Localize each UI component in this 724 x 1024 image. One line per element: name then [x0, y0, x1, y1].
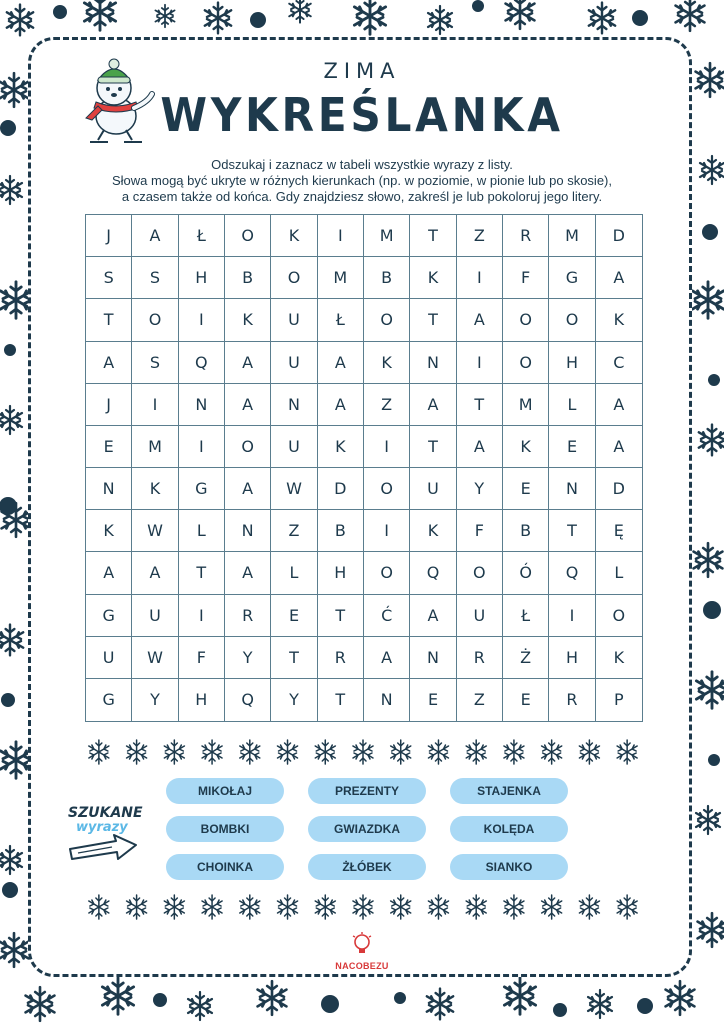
word-chip: BOMBKI [166, 816, 284, 842]
grid-cell: I [364, 510, 410, 552]
snowflake-icon [579, 895, 599, 919]
grid-cell: A [457, 299, 503, 341]
grid-cell: E [86, 426, 132, 468]
grid-cell: L [596, 552, 642, 594]
grid-cell: N [86, 468, 132, 510]
grid-cell: A [86, 552, 132, 594]
grid-cell: B [364, 257, 410, 299]
snowflake-icon [504, 740, 524, 764]
grid-cell: G [549, 257, 595, 299]
grid-cell: I [179, 426, 225, 468]
grid-cell: I [179, 299, 225, 341]
instructions [60, 157, 664, 205]
grid-cell: T [318, 595, 364, 637]
grid-cell: K [86, 510, 132, 552]
grid-cell: T [410, 299, 456, 341]
grid-cell: A [596, 426, 642, 468]
grid-cell: O [225, 215, 271, 257]
grid-cell: H [318, 552, 364, 594]
grid-cell: A [318, 342, 364, 384]
grid-cell: L [271, 552, 317, 594]
grid-cell: U [410, 468, 456, 510]
grid-cell: H [179, 257, 225, 299]
grid-cell: Q [225, 679, 271, 721]
grid-cell: J [86, 215, 132, 257]
snowflake-icon [391, 895, 411, 919]
snowflake-icon [315, 895, 335, 919]
grid-cell: Ł [318, 299, 364, 341]
grid-cell: K [132, 468, 178, 510]
grid-cell: Q [179, 342, 225, 384]
grid-cell: Ł [179, 215, 225, 257]
grid-cell: O [132, 299, 178, 341]
grid-cell: U [271, 426, 317, 468]
snowflake-icon [164, 740, 184, 764]
grid-cell: L [179, 510, 225, 552]
grid-cell: O [503, 342, 549, 384]
grid-cell: K [596, 299, 642, 341]
grid-cell: H [549, 342, 595, 384]
grid-cell: Y [132, 679, 178, 721]
instruction-line: Odszukaj i zaznacz w tabeli wszystkie wyrazy z listy. [211, 157, 513, 172]
subtitle: ZIMA [323, 59, 401, 83]
grid-cell: R [549, 679, 595, 721]
grid-cell: F [457, 510, 503, 552]
snowflake-icon [391, 740, 411, 764]
lightbulb-icon [351, 932, 373, 956]
grid-cell: D [596, 468, 642, 510]
snowflake-divider-top [80, 735, 646, 769]
snowflake-icon [202, 740, 222, 764]
snowflake-icon [127, 740, 147, 764]
grid-cell: I [179, 595, 225, 637]
snowflake-icon [353, 895, 373, 919]
grid-cell: Z [271, 510, 317, 552]
grid-cell: I [549, 595, 595, 637]
words-label-line2: wyrazy [76, 820, 128, 835]
grid-cell: O [364, 552, 410, 594]
word-chip: GWIAZDKA [308, 816, 426, 842]
word-chip: MIKOŁAJ [166, 778, 284, 804]
grid-cell: K [410, 510, 456, 552]
grid-cell: T [410, 426, 456, 468]
grid-cell: U [132, 595, 178, 637]
grid-cell: M [318, 257, 364, 299]
snowflake-icon [278, 740, 298, 764]
grid-cell: Ż [503, 637, 549, 679]
snowflake-icon [315, 740, 335, 764]
grid-cell: L [549, 384, 595, 426]
grid-cell: O [549, 299, 595, 341]
grid-cell: A [457, 426, 503, 468]
grid-cell: Ó [503, 552, 549, 594]
grid-cell: A [132, 552, 178, 594]
grid-cell: A [364, 637, 410, 679]
grid-cell: U [271, 342, 317, 384]
snowflake-icon [127, 895, 147, 919]
snowflake-icon [164, 895, 184, 919]
grid-cell: E [549, 426, 595, 468]
grid-cell: K [364, 342, 410, 384]
arrow-icon [70, 835, 136, 859]
grid-cell: N [271, 384, 317, 426]
grid-cell: K [271, 215, 317, 257]
grid-cell: M [364, 215, 410, 257]
snowflake-icon [202, 895, 222, 919]
snowflake-icon [240, 895, 260, 919]
grid-cell: R [503, 215, 549, 257]
grid-cell: Q [549, 552, 595, 594]
grid-cell: U [86, 637, 132, 679]
grid-cell: E [410, 679, 456, 721]
grid-cell: Z [364, 384, 410, 426]
letter-grid [85, 214, 643, 722]
grid-cell: M [132, 426, 178, 468]
grid-cell: C [596, 342, 642, 384]
grid-cell: Z [457, 679, 503, 721]
grid-cell: O [225, 426, 271, 468]
grid-cell: G [86, 679, 132, 721]
grid-cell: A [225, 552, 271, 594]
grid-cell: I [457, 257, 503, 299]
grid-cell: A [86, 342, 132, 384]
grid-cell: G [179, 468, 225, 510]
grid-cell: R [318, 637, 364, 679]
grid-cell: O [364, 299, 410, 341]
snowflake-icon [466, 895, 486, 919]
grid-cell: N [549, 468, 595, 510]
grid-cell: B [225, 257, 271, 299]
word-chip: ŻŁÓBEK [308, 854, 426, 880]
grid-cell: W [271, 468, 317, 510]
grid-cell: Ć [364, 595, 410, 637]
grid-cell: A [596, 384, 642, 426]
grid-cell: N [364, 679, 410, 721]
grid-cell: Ł [503, 595, 549, 637]
grid-cell: I [318, 215, 364, 257]
grid-cell: M [503, 384, 549, 426]
grid-cell: R [225, 595, 271, 637]
grid-cell: T [318, 679, 364, 721]
grid-cell: E [503, 679, 549, 721]
words-label [64, 797, 144, 869]
grid-cell: U [457, 595, 503, 637]
grid-cell: U [271, 299, 317, 341]
grid-cell: M [549, 215, 595, 257]
word-chip: KOLĘDA [450, 816, 568, 842]
grid-cell: N [225, 510, 271, 552]
grid-cell: T [410, 215, 456, 257]
grid-cell: N [410, 342, 456, 384]
snowflake-icon [353, 740, 373, 764]
grid-cell: S [86, 257, 132, 299]
grid-cell: O [271, 257, 317, 299]
grid-cell: G [86, 595, 132, 637]
grid-cell: K [503, 426, 549, 468]
grid-cell: N [179, 384, 225, 426]
grid-cell: E [271, 595, 317, 637]
grid-cell: S [132, 342, 178, 384]
snowflake-icon [504, 895, 524, 919]
grid-cell: A [410, 595, 456, 637]
word-chip: SIANKO [450, 854, 568, 880]
grid-cell: A [132, 215, 178, 257]
grid-cell: I [132, 384, 178, 426]
snowflake-icon [542, 740, 562, 764]
snowflake-icon [89, 740, 109, 764]
grid-cell: Y [457, 468, 503, 510]
page-title: WYKREŚLANKA [160, 88, 564, 142]
grid-cell: B [318, 510, 364, 552]
logo [330, 932, 394, 972]
grid-cell: R [457, 637, 503, 679]
grid-cell: Ę [596, 510, 642, 552]
grid-cell: O [457, 552, 503, 594]
snowflake-icon [542, 895, 562, 919]
grid-cell: N [410, 637, 456, 679]
grid-cell: W [132, 510, 178, 552]
grid-cell: F [503, 257, 549, 299]
snowflake-icon [428, 740, 448, 764]
grid-cell: E [503, 468, 549, 510]
grid-cell: T [457, 384, 503, 426]
snowflake-icon [579, 740, 599, 764]
instruction-line: a czasem także od końca. Gdy znajdziesz słowo, zakreśl je lub pokoloruj jego litery. [121, 189, 603, 204]
grid-cell: Y [225, 637, 271, 679]
grid-cell: K [596, 637, 642, 679]
word-chip: CHOINKA [166, 854, 284, 880]
grid-cell: W [132, 637, 178, 679]
grid-cell: A [410, 384, 456, 426]
grid-cell: T [271, 637, 317, 679]
logo-text: NACOBEZU [335, 961, 389, 971]
grid-cell: D [596, 215, 642, 257]
grid-cell: K [410, 257, 456, 299]
grid-cell: P [613, 690, 624, 710]
grid-cell: A [225, 384, 271, 426]
grid-cell: O [503, 299, 549, 341]
snowflake-icon [428, 895, 448, 919]
grid-cell: A [225, 468, 271, 510]
words-label-line1: SZUKANE [68, 805, 143, 821]
instruction-line: Słowa mogą być ukryte w różnych kierunkach (np. w poziomie, w pionie lub po skosie), [111, 173, 612, 188]
word-chip: PREZENTY [308, 778, 426, 804]
grid-cell: H [179, 679, 225, 721]
grid-cell: I [364, 426, 410, 468]
grid-cell: J [86, 384, 132, 426]
snowflake-icon [278, 895, 298, 919]
grid-cell: A [225, 342, 271, 384]
grid-cell: I [457, 342, 503, 384]
grid-cell: T [549, 510, 595, 552]
grid-cell: T [179, 552, 225, 594]
snowflake-icon [617, 895, 637, 919]
grid-cell: F [179, 637, 225, 679]
grid-cell: T [86, 299, 132, 341]
grid-cell: B [503, 510, 549, 552]
grid-cell: Z [457, 215, 503, 257]
snowflake-icon [617, 740, 637, 764]
grid-cell: O [596, 595, 642, 637]
snowflake-icon [89, 895, 109, 919]
grid-cell: K [225, 299, 271, 341]
snowflake-icon [466, 740, 486, 764]
grid-cell: A [318, 384, 364, 426]
snowflake-divider-bottom [80, 890, 646, 924]
grid-cell: A [596, 257, 642, 299]
grid-cell: Q [410, 552, 456, 594]
grid-cell: D [318, 468, 364, 510]
grid-cell: H [549, 637, 595, 679]
snowflake-icon [240, 740, 260, 764]
word-chip: STAJENKA [450, 778, 568, 804]
grid-cell: O [364, 468, 410, 510]
grid-cell: K [318, 426, 364, 468]
grid-cell: S [132, 257, 178, 299]
grid-cell: Y [271, 679, 317, 721]
